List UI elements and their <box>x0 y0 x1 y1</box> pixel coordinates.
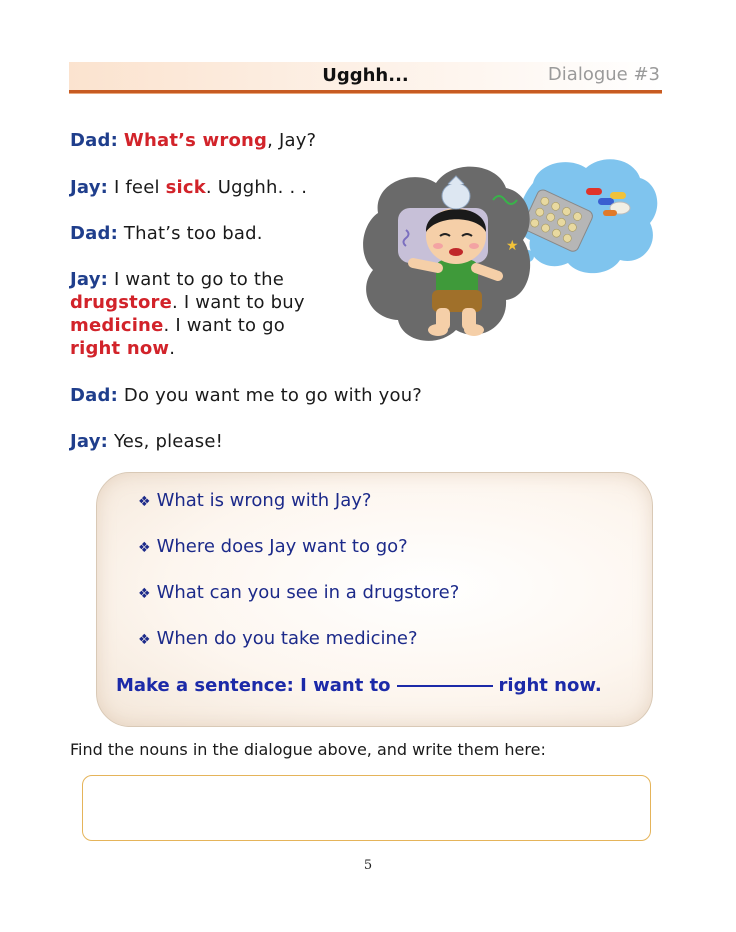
question-item <box>138 490 371 511</box>
dialogue-line <box>70 337 175 360</box>
dialogue-line <box>70 176 307 199</box>
speaker-label: Dad: <box>70 130 118 151</box>
speaker-label: Jay: <box>70 269 109 290</box>
header-band <box>69 62 662 93</box>
question-text: Where does Jay want to go? <box>156 536 408 557</box>
line-text: I want to go to the <box>113 269 285 290</box>
speaker-label: Dad: <box>70 223 118 244</box>
dialogue-line <box>70 222 263 245</box>
line-text: I feel <box>113 177 166 198</box>
dialogue-line <box>70 314 285 337</box>
line-text: . <box>169 338 176 359</box>
question-text: What is wrong with Jay? <box>156 490 372 511</box>
line-text: Yes, please! <box>113 431 224 452</box>
diamond-bullet-icon: ❖ <box>138 632 151 648</box>
line-text: . I want to buy <box>172 292 305 313</box>
line-text: , Jay? <box>267 130 317 151</box>
fill-in-blank[interactable] <box>397 685 493 687</box>
make-sentence-tail: right now. <box>498 675 602 696</box>
speaker-label: Jay: <box>70 431 109 452</box>
sick-boy-illustration <box>358 148 663 353</box>
highlight-text: medicine <box>70 315 164 336</box>
page-subtitle: Dialogue #3 <box>547 64 660 85</box>
make-sentence-lead: Make a sentence: I want to <box>116 675 391 696</box>
question-item <box>138 582 459 603</box>
speaker-label: Dad: <box>70 385 118 406</box>
dialogue-line <box>70 291 305 314</box>
svg-text:★: ★ <box>506 238 519 254</box>
dialogue-line <box>70 129 316 152</box>
page-title: Ugghh... <box>322 65 409 86</box>
dialogue-line <box>70 384 422 407</box>
question-text: What can you see in a drugstore? <box>156 582 460 603</box>
dialogue-line <box>70 430 223 453</box>
diamond-bullet-icon: ❖ <box>138 586 151 602</box>
speaker-label: Jay: <box>70 177 109 198</box>
line-text: That’s too bad. <box>123 223 263 244</box>
question-text: When do you take medicine? <box>156 628 418 649</box>
instruction-text: Find the nouns in the dialogue above, and write them here: <box>70 740 546 759</box>
answer-box[interactable] <box>82 775 651 841</box>
page-number: 5 <box>363 858 373 873</box>
line-text: Do you want me to go with you? <box>123 385 423 406</box>
highlight-text: right now <box>70 338 170 359</box>
question-item <box>138 536 408 557</box>
line-text: . I want to go <box>163 315 285 336</box>
diamond-bullet-icon: ❖ <box>138 540 151 556</box>
make-sentence-prompt <box>116 675 602 696</box>
line-text: . Ugghh. . . <box>205 177 308 198</box>
diamond-bullet-icon: ❖ <box>138 494 151 510</box>
highlight-text: sick <box>165 177 206 198</box>
question-item <box>138 628 418 649</box>
highlight-text: What’s wrong <box>123 130 268 151</box>
dialogue-line <box>70 268 284 291</box>
highlight-text: drugstore <box>70 292 173 313</box>
